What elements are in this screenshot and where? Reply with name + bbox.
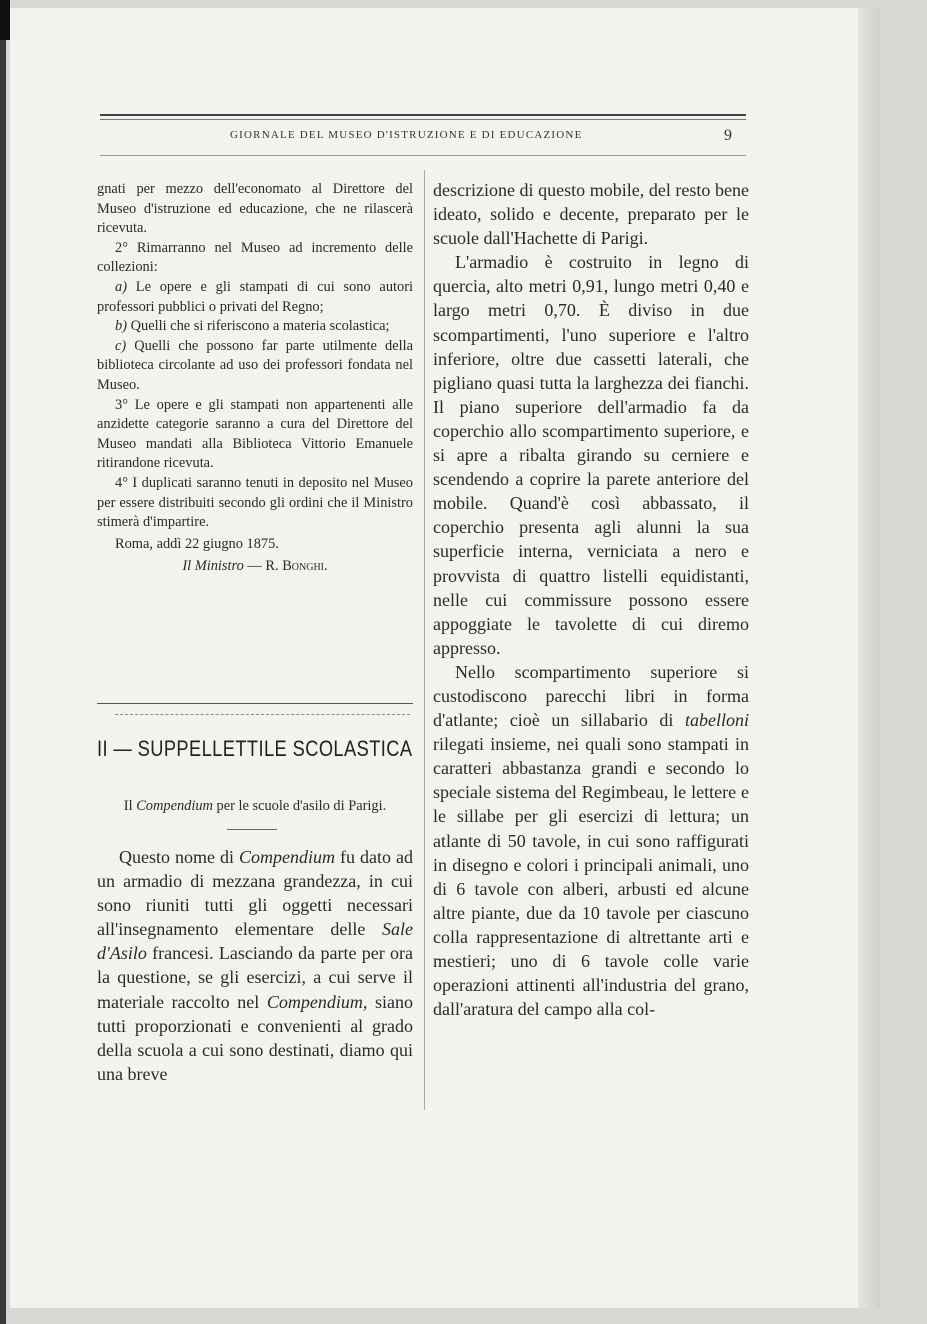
body-italic: Sale d'Asilo [97, 919, 413, 964]
column-divider [424, 170, 425, 1110]
body-text: siano tutti proporzionati e convenienti al grado della scuola a cui sono destinati, diamo qui una breve [97, 991, 414, 1084]
list-text: Quelli che possono far parte utilmente della biblioteca circolante ad uso dei professori fondata nel Museo. [97, 337, 413, 393]
list-text: Le opere e gli stampati di cui sono autori professori pubblici o privati del Regno; [97, 278, 413, 315]
section-heading: II — SUPPELLETTILE SCOLASTICA [97, 736, 413, 761]
left-column [97, 180, 413, 576]
list-label: b) [115, 318, 127, 335]
body-text: fu dato ad un armadio di mezzana grandezza, in cui sono riuniti tutti gli oggetti necessari all'insegnamento elementare delle [97, 847, 414, 940]
section-rule-ornament [115, 714, 410, 715]
page-fold-shadow [858, 8, 880, 1308]
body-text: francesi. Lasciando da parte per ora la questione, se gli esercizi, a cui serve il materiale raccolto nel [97, 943, 413, 1012]
running-header [100, 127, 746, 149]
scan-edge [0, 0, 6, 1324]
subsection-post: per le scuole d'asilo di Parigi. [216, 798, 387, 814]
subsection-rule [227, 829, 277, 830]
right-column [433, 178, 749, 1021]
body-paragraph [97, 845, 413, 1086]
date-line: Roma, addì 22 giugno 1875. [115, 535, 279, 552]
header-bottom-rule [100, 155, 746, 156]
signature-role: Il Ministro [182, 558, 244, 575]
running-title: GIORNALE DEL MUSEO D'ISTRUZIONE E DI EDUCAZIONE [230, 129, 583, 141]
subsection-pre: Il [123, 798, 133, 814]
signature-name: R. Bonghi. [265, 558, 328, 575]
body-paragraph: descrizione di questo mobile, del resto bene ideato, solido e decente, preparato per le scuole dall'Hachette di Parigi. [433, 180, 749, 249]
list-label: c) [115, 337, 127, 354]
signature-dash: — [247, 558, 262, 575]
list-item [97, 317, 413, 337]
body-text: Questo nome di [119, 847, 234, 867]
body-paragraph [433, 660, 749, 1021]
paragraph: gnati per mezzo dell'economato al Direttore del Museo d'istruzione ed educazione, che ne rilascerà ricevuta. [97, 181, 413, 237]
body-paragraph: L'armadio è costruito in legno di quercia, alto metri 0,91, lungo metri 0,40 e largo metri 0,70. È diviso in due scompartimenti, l'uno superiore e l'altro inferiore, oltre due cassetti laterali, che pigliano quasi tutta la larghezza dei fianchi. Il piano superiore dell'armadio fa da coperchio allo scompartimento superiore, e si apre a ribalta girando su cerniere e scendendo a coprire la parete anteriore del mobile. Quand'è così abbassato, il coperchio presenta agli alunni la sua superficie interna, verniciata a nero e provvista di quattro listelli equidistanti, nelle cui commissure possono essere appoggiate le tavolette di cui diremo appresso. [433, 252, 749, 658]
header-rule [100, 114, 746, 116]
signature [97, 556, 413, 576]
list-item [97, 278, 413, 317]
body-text: Nello scompartimento superiore si custodiscono parecchi libri in forma d'atlante; cioè un sillabario di [433, 661, 749, 731]
page-number: 9 [724, 127, 732, 144]
paragraph: 3° Le opere e gli stampati non appartenenti alle anzidette categorie saranno a cura del Direttore del Museo mandati alla Biblioteca Vittorio Emanuele ritirandone ricevuta. [97, 396, 413, 472]
section-body [97, 845, 413, 1086]
list-text: Quelli che si riferiscono a materia scolastica; [130, 318, 390, 335]
list-item [97, 337, 413, 396]
list-label: a) [115, 278, 127, 295]
scan-edge-mark [0, 0, 10, 40]
body-italic: Compendium [239, 847, 336, 867]
subsection-italic: Compendium [136, 798, 213, 814]
body-italic: Compendium, [266, 991, 368, 1012]
paragraph: 2° Rimarranno nel Museo ad incremento delle collezioni: [97, 239, 413, 276]
paragraph: 4° I duplicati saranno tenuti in deposito nel Museo per essere distribuiti secondo gli ordini che il Ministro stimerà d'impartire. [97, 474, 413, 531]
section-rule [97, 703, 413, 704]
body-italic: tabelloni [685, 710, 749, 731]
subsection-title [97, 796, 413, 816]
body-text: rilegati insieme, nei quali sono stampati in caratteri abbastanza grandi e secondo lo speciale sistema del Regimbeau, le lettere e le sillabe per gli esercizi di lettura; un atlante di 50 tavole, in cui sono raffigurati in disegno e colori i principali animali, uno di 6 tavole con alberi, arbusti ed alcune altre piante, due da 10 tavole per ciascuno colla rappresentazione di altrettante arti e mestieri; uno di 6 tavole colle varie operazioni attinenti all'industria del grano, dall'aratura del campo alla col- [433, 734, 749, 1020]
header-rule-thin [100, 119, 746, 120]
